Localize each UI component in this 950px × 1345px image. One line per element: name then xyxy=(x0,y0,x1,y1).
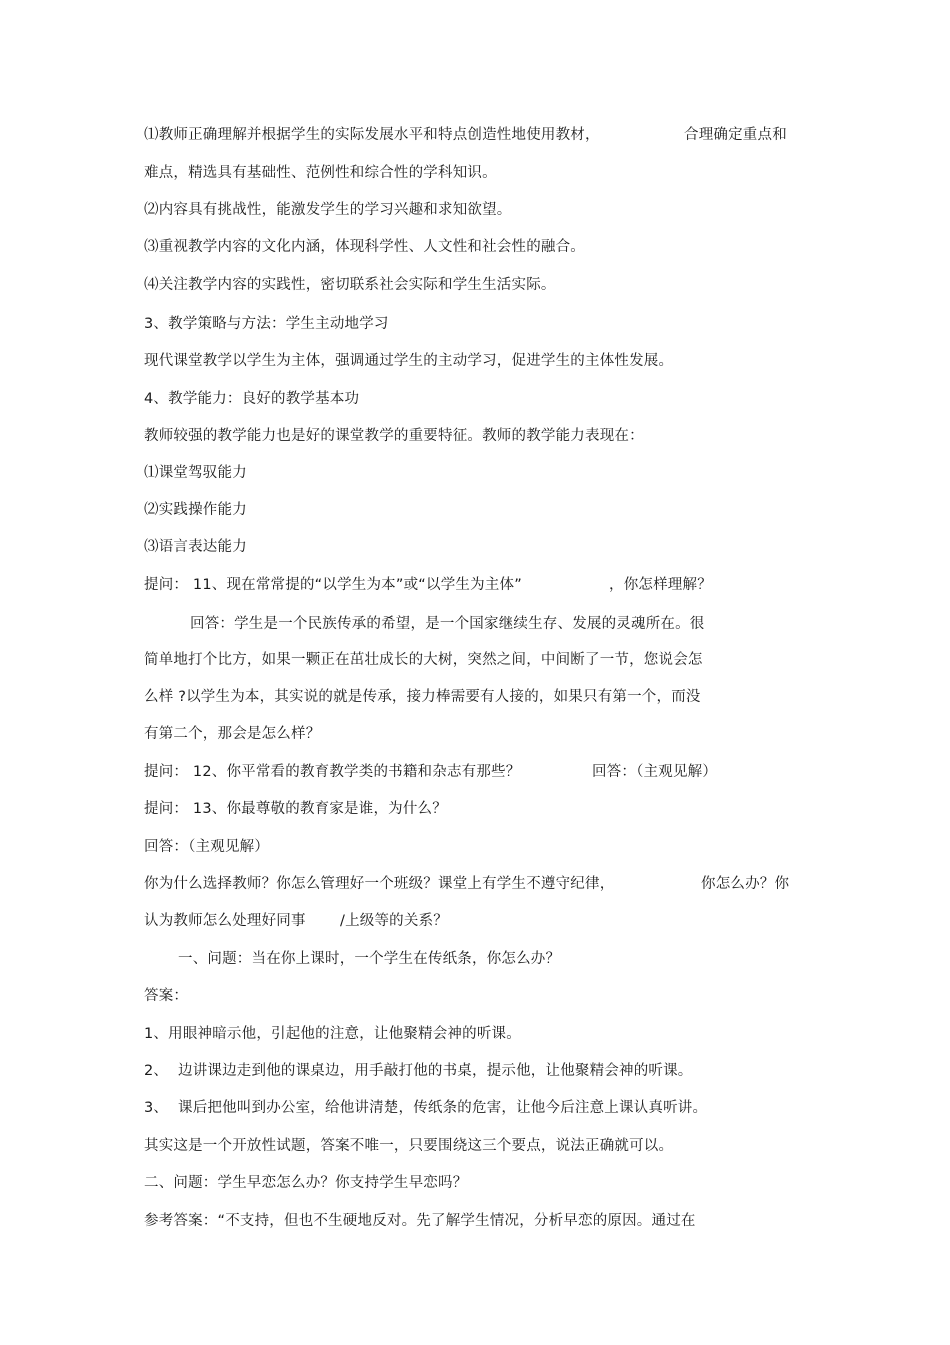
text-segment: /上级等的关系？ xyxy=(340,913,448,929)
text-segment: 二、问题：学生早恋怎么办？你支持学生早恋吗？ xyxy=(144,1175,468,1191)
text-segment: 认为教师怎么处理好同事 xyxy=(144,913,306,929)
text-segment: 现代课堂教学以学生为主体，强调通过学生的主动学习，促进学生的主体性发展。 xyxy=(144,353,674,369)
text-segment: 课后把他叫到办公室，给他讲清楚，传纸条的危害，让他今后注意上课认真听讲。 xyxy=(178,1100,708,1116)
text-segment: 回答：（主观见解） xyxy=(592,764,718,780)
text-segment: ⑵内容具有挑战性，能激发学生的学习兴趣和求知欲望。 xyxy=(144,202,512,218)
text-segment: 3、 xyxy=(144,1100,169,1116)
text-segment: 教师较强的教学能力也是好的课堂教学的重要特征。教师的教学能力表现在： xyxy=(144,428,644,444)
text-segment: 提问： 11、现在常常提的“以学生为本”或“以学生为主体” xyxy=(144,577,522,593)
text-segment: 难点，精选具有基础性、范例性和综合性的学科知识。 xyxy=(144,165,497,181)
text-segment: 你怎么办？你 xyxy=(701,876,790,892)
text-segment: 答案： xyxy=(144,988,189,1004)
text-segment: ⑷关注教学内容的实践性，密切联系社会实际和学生生活实际。 xyxy=(144,277,556,293)
text-segment: 简单地打个比方，如果一颗正在茁壮成长的大树，突然之间，中间断了一节，您说会怎 xyxy=(144,652,703,668)
text-segment: 2、 xyxy=(144,1063,169,1079)
text-segment: 3、教学策略与方法：学生主动地学习 xyxy=(144,316,389,332)
text-segment: ⑶语言表达能力 xyxy=(144,539,247,555)
text-segment: 么样 ?以学生为本，其实说的就是传承，接力棒需要有人接的，如果只有第一个，而没 xyxy=(144,689,701,705)
text-segment: 回答：学生是一个民族传承的希望，是一个国家继续生存、发展的灵魂所在。很 xyxy=(190,616,705,632)
text-segment: 4、教学能力：良好的教学基本功 xyxy=(144,391,360,407)
text-segment: ⑴课堂驾驭能力 xyxy=(144,465,247,481)
text-segment: 提问： 13、你最尊敬的教育家是谁，为什么？ xyxy=(144,801,447,817)
text-segment: 参考答案：“不支持，但也不生硬地反对。先了解学生情况，分析早恋的原因。通过在 xyxy=(144,1213,696,1229)
text-segment: ⑵实践操作能力 xyxy=(144,502,247,518)
text-segment: 边讲课边走到他的课桌边，用手敲打他的书桌，提示他，让他聚精会神的听课。 xyxy=(178,1063,693,1079)
text-segment: ，你怎样理解？ xyxy=(609,577,712,593)
text-segment: 你为什么选择教师？你怎么管理好一个班级？课堂上有学生不遵守纪律， xyxy=(144,876,615,892)
text-segment: 回答：（主观见解） xyxy=(144,839,270,855)
text-segment: 一、问题：当在你上课时，一个学生在传纸条，你怎么办？ xyxy=(178,951,561,967)
text-segment: 合理确定重点和 xyxy=(684,127,787,143)
text-segment: 有第二个，那会是怎么样？ xyxy=(144,726,321,742)
text-segment: 1、用眼神暗示他，引起他的注意，让他聚精会神的听课。 xyxy=(144,1026,521,1042)
text-segment: 其实这是一个开放性试题，答案不唯一，只要围绕这三个要点，说法正确就可以。 xyxy=(144,1138,674,1154)
text-segment: ⑶重视教学内容的文化内涵，体现科学性、人文性和社会性的融合。 xyxy=(144,239,585,255)
text-segment: 提问： 12、你平常看的教育教学类的书籍和杂志有那些？ xyxy=(144,764,521,780)
text-segment: ⑴教师正确理解并根据学生的实际发展水平和特点创造性地使用教材， xyxy=(144,127,600,143)
